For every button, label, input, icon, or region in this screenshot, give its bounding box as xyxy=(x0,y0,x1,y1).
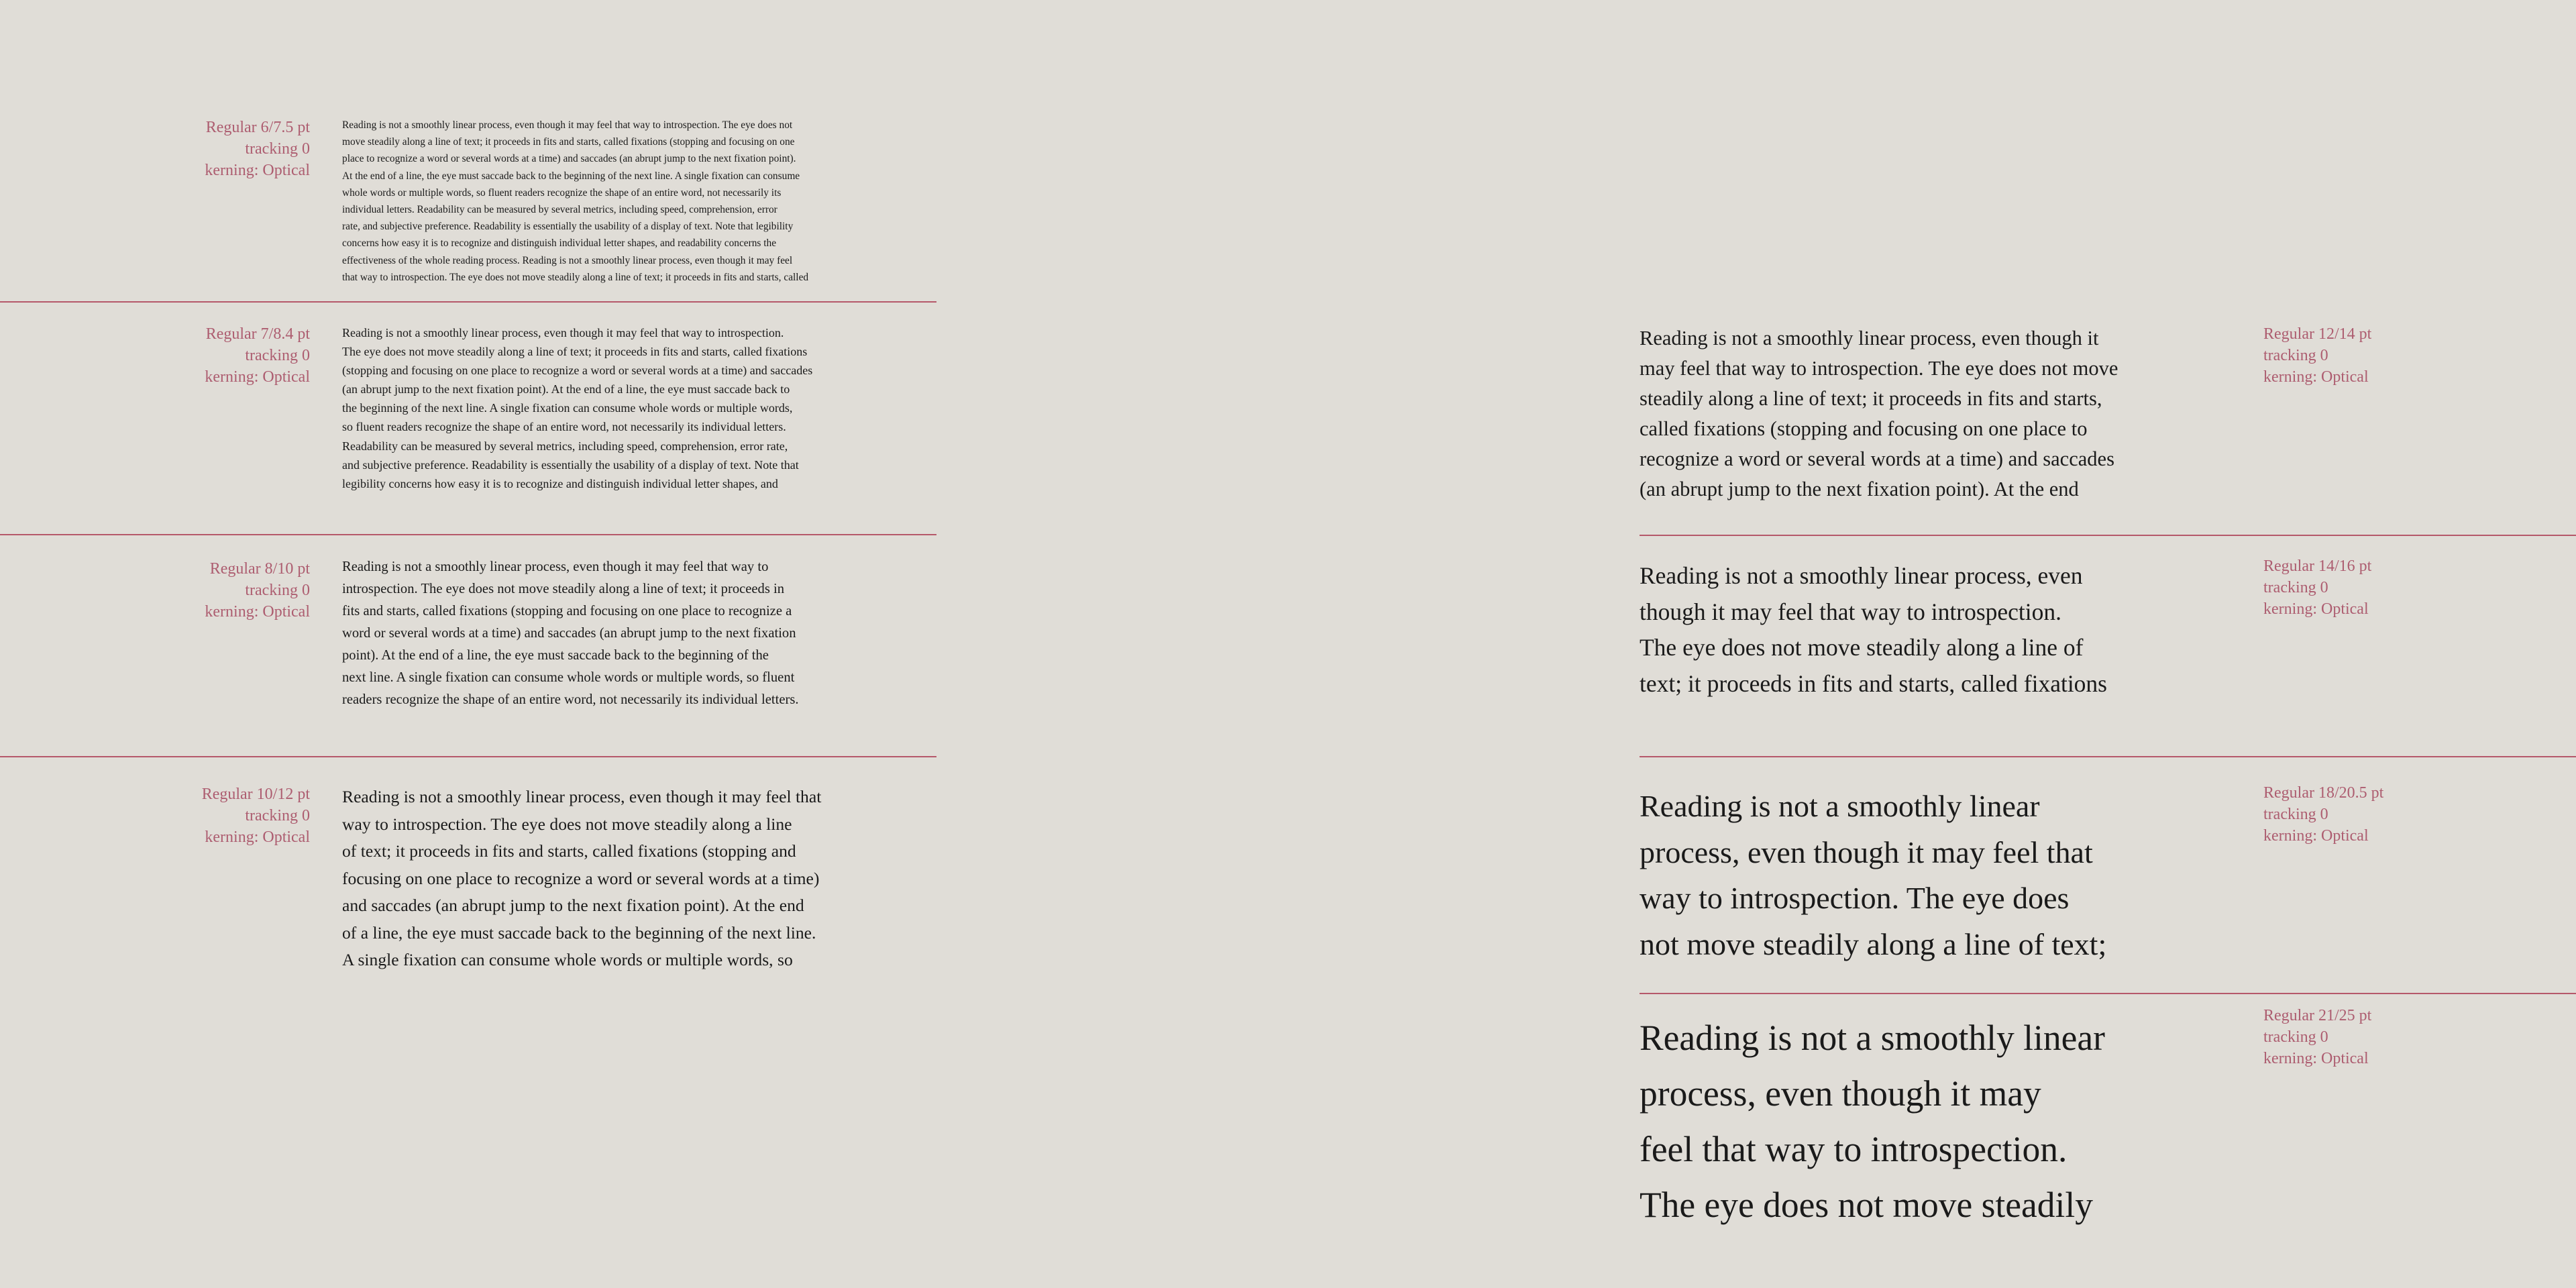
text-line: whole words or multiple words, so fluent readers recognize the shape of an entire word, not necessarily its xyxy=(342,186,782,199)
spec-tracking: tracking 0 xyxy=(245,140,310,158)
text-line: legibility concerns how easy it is to recognize and distinguish individual letter shapes, and xyxy=(342,476,778,490)
text-line: Reading is not a smoothly linear process, even though it xyxy=(1640,327,2099,350)
spec-size: Regular 10/12 pt xyxy=(201,786,310,803)
spec-label xyxy=(109,323,310,388)
text-line: not move steadily along a line of text; xyxy=(1640,926,2107,961)
text-line: The eye does not move steadily along a line of xyxy=(1640,634,2084,661)
text-line: move steadily along a line of text; it proceeds in fits and starts, called fixations (stopping and focusing on one xyxy=(342,136,795,148)
spec-size: Regular 18/20.5 pt xyxy=(2263,784,2384,802)
spec-label xyxy=(2263,782,2438,847)
separator-rule xyxy=(1640,535,2576,536)
text-line: and saccades (an abrupt jump to the next fixation point). At the end xyxy=(342,896,804,915)
text-line: recognize a word or several words at a time) and saccades xyxy=(1640,447,2114,470)
text-line: so fluent readers recognize the shape of an entire word, not necessarily its individual letters. xyxy=(342,420,786,434)
spec-label xyxy=(109,784,310,848)
text-line: the beginning of the next line. A single fixation can consume whole words or multiple words, xyxy=(342,401,793,415)
text-line: way to introspection. The eye does not move steadily along a line xyxy=(342,814,792,834)
separator-rule xyxy=(1640,993,2576,994)
text-line: that way to introspection. The eye does not move steadily along a line of text; it proceeds in fits and starts, called xyxy=(342,271,809,283)
text-line: process, even though it may xyxy=(1640,1073,2041,1114)
sample-text-block xyxy=(342,323,812,493)
spec-tracking: tracking 0 xyxy=(245,582,310,599)
text-line: concerns how easy it is to recognize and distinguish individual letter shapes, and readability concerns the xyxy=(342,237,777,250)
text-line: of text; it proceeds in fits and starts, called fixations (stopping and xyxy=(342,841,796,861)
spec-size: Regular 12/14 pt xyxy=(2263,325,2372,343)
spec-tracking: tracking 0 xyxy=(2263,806,2328,823)
text-line: way to introspection. The eye does xyxy=(1640,881,2070,915)
spec-kerning: kerning: Optical xyxy=(2263,368,2369,386)
text-line: Readability can be measured by several metrics, including speed, comprehension, error rate, xyxy=(342,439,788,453)
text-line: process, even though it may feel that xyxy=(1640,835,2093,869)
text-line: Reading is not a smoothly linear process, even though it may feel that way to introspection. The eye does not xyxy=(342,119,793,131)
spec-label xyxy=(109,117,310,181)
spec-kerning: kerning: Optical xyxy=(205,828,310,846)
text-line: focusing on one place to recognize a word or several words at a time) xyxy=(342,868,820,888)
sample-text-block xyxy=(342,556,799,711)
text-line: At the end of a line, the eye must saccade back to the beginning of the next line. A single fixation can consume xyxy=(342,170,800,182)
spec-size: Regular 6/7.5 pt xyxy=(205,119,310,136)
text-line: fits and starts, called fixations (stopping and focusing on one place to recognize a xyxy=(342,604,792,619)
spec-label xyxy=(2263,323,2438,388)
text-line: A single fixation can consume whole words or multiple words, so xyxy=(342,950,793,969)
text-line: may feel that way to introspection. The eye does not move xyxy=(1640,357,2118,380)
text-line: Reading is not a smoothly linear process, even though it may feel that way to xyxy=(342,559,769,574)
spec-kerning: kerning: Optical xyxy=(205,368,310,386)
text-line: effectiveness of the whole reading process. Reading is not a smoothly linear process, even though it may feel xyxy=(342,254,793,266)
text-line: place to recognize a word or several words at a time) and saccades (an abrupt jump to the next fixation point). xyxy=(342,153,796,165)
spec-label xyxy=(2263,555,2438,620)
spec-kerning: kerning: Optical xyxy=(2263,827,2369,845)
separator-rule xyxy=(0,301,936,303)
separator-rule xyxy=(1640,756,2576,757)
text-line: The eye does not move steadily xyxy=(1640,1185,2093,1225)
spec-size: Regular 7/8.4 pt xyxy=(205,325,310,343)
text-line: (stopping and focusing on one place to recognize a word or several words at a time) and saccades xyxy=(342,364,813,378)
sample-text-block xyxy=(1640,1010,2105,1233)
text-line: Reading is not a smoothly linear xyxy=(1640,789,2040,823)
spec-kerning: kerning: Optical xyxy=(205,603,310,621)
spec-tracking: tracking 0 xyxy=(2263,579,2328,596)
text-line: next line. A single fixation can consume whole words or multiple words, so fluent xyxy=(342,670,795,685)
text-line: though it may feel that way to introspection. xyxy=(1640,598,2061,625)
text-line: (an abrupt jump to the next fixation point). At the end xyxy=(1640,478,2079,500)
spec-size: Regular 8/10 pt xyxy=(209,560,310,578)
spec-label xyxy=(109,558,310,623)
text-line: Reading is not a smoothly linear process, even though it may feel that way to introspection. xyxy=(342,326,784,339)
separator-rule xyxy=(0,534,936,535)
sample-text-block xyxy=(1640,558,2107,702)
sample-text-block xyxy=(342,117,808,286)
spec-kerning: kerning: Optical xyxy=(2263,1050,2369,1067)
spec-tracking: tracking 0 xyxy=(2263,1028,2328,1046)
spec-kerning: kerning: Optical xyxy=(2263,600,2369,618)
sample-text-block xyxy=(342,784,821,974)
spec-size: Regular 14/16 pt xyxy=(2263,557,2372,575)
text-line: Reading is not a smoothly linear process, even though it may feel that xyxy=(342,787,822,806)
spec-tracking: tracking 0 xyxy=(2263,347,2328,364)
text-line: individual letters. Readability can be measured by several metrics, including speed, comprehension, error xyxy=(342,204,777,216)
text-line: steadily along a line of text; it proceeds in fits and starts, xyxy=(1640,387,2102,410)
spec-tracking: tracking 0 xyxy=(245,347,310,364)
text-line: Reading is not a smoothly linear xyxy=(1640,1018,2105,1058)
sample-text-block xyxy=(1640,323,2118,504)
spec-size: Regular 21/25 pt xyxy=(2263,1007,2372,1024)
text-line: of a line, the eye must saccade back to the beginning of the next line. xyxy=(342,922,816,943)
text-line: point). At the end of a line, the eye must saccade back to the beginning of the xyxy=(342,648,769,663)
text-line: The eye does not move steadily along a line of text; it proceeds in fits and starts, called fixations xyxy=(342,345,808,359)
text-line: called fixations (stopping and focusing on one place to xyxy=(1640,417,2088,440)
text-line: and subjective preference. Readability is essentially the usability of a display of text. Note that xyxy=(342,458,799,472)
spec-kerning: kerning: Optical xyxy=(205,162,310,179)
text-line: text; it proceeds in fits and starts, called fixations xyxy=(1640,669,2107,697)
text-line: (an abrupt jump to the next fixation point). At the end of a line, the eye must saccade back to xyxy=(342,382,790,396)
text-line: Reading is not a smoothly linear process, even xyxy=(1640,562,2083,589)
spec-tracking: tracking 0 xyxy=(245,807,310,824)
separator-rule xyxy=(0,756,936,757)
spec-label xyxy=(2263,1005,2438,1069)
text-line: word or several words at a time) and saccades (an abrupt jump to the next fixation xyxy=(342,626,796,641)
text-line: feel that way to introspection. xyxy=(1640,1129,2068,1169)
text-line: introspection. The eye does not move steadily along a line of text; it proceeds in xyxy=(342,582,785,596)
text-line: readers recognize the shape of an entire word, not necessarily its individual letters. xyxy=(342,692,799,707)
sample-text-block xyxy=(1640,784,2106,967)
text-line: rate, and subjective preference. Readability is essentially the usability of a display of text. Note that legibility xyxy=(342,221,794,233)
